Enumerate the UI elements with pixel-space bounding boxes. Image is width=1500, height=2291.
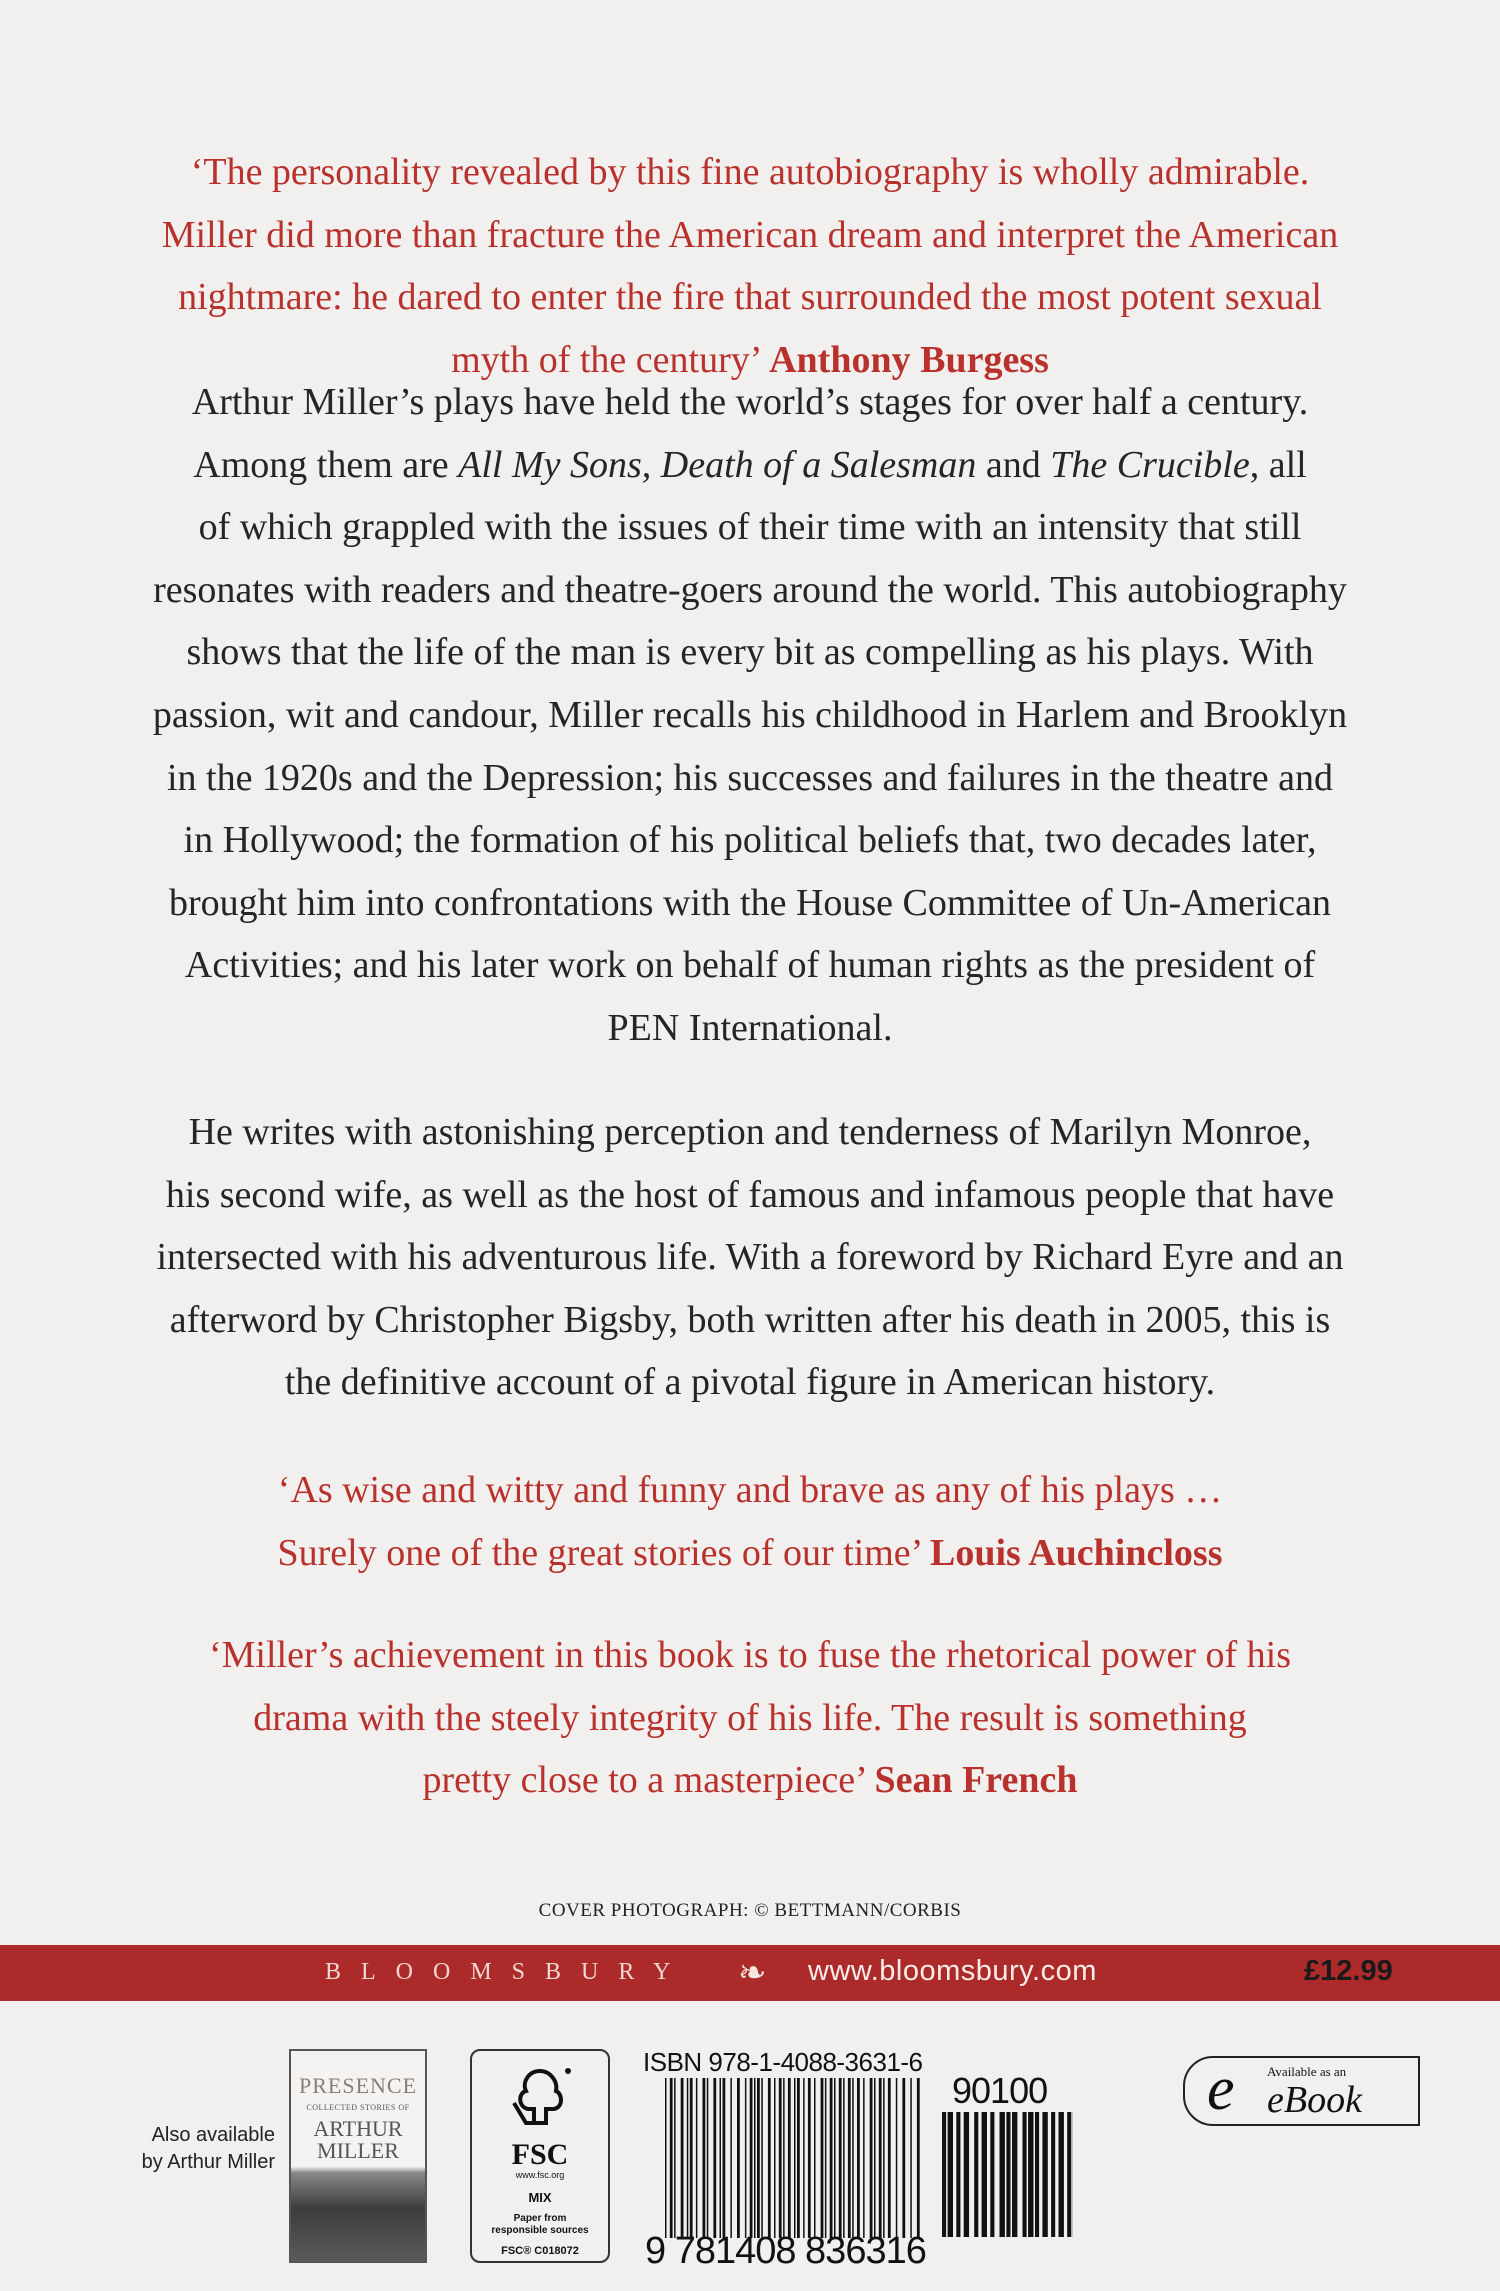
price: £12.99 bbox=[1304, 1955, 1393, 1987]
fsc-site: www.fsc.org bbox=[515, 2170, 565, 2180]
text-segment: and bbox=[976, 443, 1051, 486]
quote-french bbox=[60, 1624, 1440, 1812]
barcode-bar bbox=[670, 2078, 673, 2238]
text-segment: Among them are bbox=[193, 443, 459, 486]
barcode-bar bbox=[737, 2078, 740, 2238]
text-line bbox=[60, 997, 1440, 1060]
barcode-bar bbox=[723, 2078, 726, 2238]
text-line bbox=[60, 1459, 1440, 1522]
barcode-bar bbox=[707, 2078, 709, 2238]
quote-auchincloss bbox=[60, 1459, 1440, 1584]
barcode-bar bbox=[803, 2078, 805, 2238]
text-segment: Activities; and his later work on behalf of human rights as the president of bbox=[184, 944, 1316, 987]
barcode-bar bbox=[964, 2112, 969, 2237]
barcode-bar bbox=[814, 2078, 816, 2238]
barcode-digits: 9 781408 836316 bbox=[645, 2230, 926, 2272]
barcode-bar bbox=[674, 2078, 676, 2238]
book-title: PRESENCE bbox=[298, 2073, 418, 2098]
description-paragraph-1 bbox=[60, 371, 1440, 1060]
text-segment: , all bbox=[1249, 443, 1307, 486]
text-line bbox=[60, 934, 1440, 997]
quote-attribution: Sean French bbox=[874, 1759, 1078, 1802]
publisher-name: BLOOMSBURY bbox=[325, 1959, 691, 1985]
ebook-label: eBook bbox=[1267, 2079, 1362, 2121]
ebook-e-icon: e bbox=[1207, 2055, 1235, 2123]
text-line bbox=[60, 141, 1440, 204]
text-segment: brought him into confrontations with the House Committee of Un-American bbox=[169, 881, 1331, 924]
text-line bbox=[60, 204, 1440, 267]
barcode-bar bbox=[879, 2078, 882, 2238]
barcode-bar bbox=[720, 2078, 722, 2238]
barcode-bar bbox=[942, 2112, 946, 2237]
barcode-bar bbox=[745, 2078, 747, 2238]
text-line bbox=[60, 496, 1440, 559]
barcode-bar bbox=[768, 2078, 771, 2238]
book-subtitle: COLLECTED STORIES OF bbox=[306, 2103, 410, 2112]
fsc-name: FSC bbox=[511, 2138, 569, 2171]
barcode-bar bbox=[774, 2078, 776, 2238]
barcode-bar bbox=[1051, 2112, 1055, 2237]
ebook-badge bbox=[1183, 2056, 1420, 2126]
publisher-band bbox=[0, 1945, 1500, 2001]
barcode-bar bbox=[750, 2078, 753, 2238]
barcode-bar bbox=[948, 2112, 953, 2237]
fsc-code: FSC® C018072 bbox=[501, 2245, 579, 2257]
barcode-bar bbox=[687, 2078, 689, 2238]
text-segment: of which grappled with the issues of their time with an intensity that still bbox=[198, 506, 1302, 549]
text-line bbox=[60, 371, 1440, 434]
text-line bbox=[60, 1687, 1440, 1750]
text-line bbox=[60, 1351, 1440, 1414]
text-line bbox=[60, 1624, 1440, 1687]
text-line bbox=[60, 1101, 1440, 1164]
fsc-source-2: responsible sources bbox=[491, 2225, 589, 2236]
barcode-bar bbox=[665, 2078, 667, 2238]
barcode-bar bbox=[839, 2078, 842, 2238]
text-segment: Surely one of the great stories of our time’ bbox=[277, 1531, 930, 1574]
text-segment: ‘As wise and witty and funny and brave as any of his plays … bbox=[277, 1469, 1223, 1511]
barcode-bar bbox=[696, 2078, 698, 2238]
also-available-label bbox=[100, 2122, 275, 2176]
fsc-logo bbox=[470, 2049, 610, 2263]
text-segment: shows that the life of the man is every bit as compelling as his plays. With bbox=[186, 631, 1314, 674]
barcode-bar bbox=[690, 2078, 693, 2238]
text-segment: pretty close to a masterpiece’ bbox=[422, 1759, 875, 1802]
barcode-bar bbox=[917, 2078, 920, 2238]
cover-photo-credit: COVER PHOTOGRAPH: © BETTMANN/CORBIS bbox=[538, 1900, 962, 1921]
text-line bbox=[60, 1289, 1440, 1352]
text-segment: in the 1920s and the Depression; his successes and failures in the theatre and bbox=[166, 756, 1334, 799]
barcode-bar bbox=[703, 2078, 706, 2238]
text-segment: PEN International. bbox=[607, 1006, 893, 1049]
fsc-source-1: Paper from bbox=[513, 2213, 567, 2224]
barcode-bar bbox=[794, 2078, 796, 2238]
italic-title: All My Sons, Death of a Salesman bbox=[458, 443, 977, 486]
barcode-bar bbox=[779, 2078, 782, 2238]
fsc-tree-icon bbox=[500, 2063, 580, 2135]
barcode-bar bbox=[870, 2078, 873, 2238]
text-segment: Arthur Miller’s plays have held the world’s stages for over half a century. bbox=[191, 381, 1309, 423]
text-line bbox=[60, 434, 1440, 497]
text-line bbox=[60, 1749, 1440, 1812]
presence-book-thumbnail bbox=[289, 2049, 427, 2263]
barcode-bar bbox=[848, 2078, 851, 2238]
barcode-bar bbox=[830, 2078, 833, 2238]
barcode-bar bbox=[1006, 2112, 1010, 2237]
book-author-1: ARTHUR bbox=[313, 2116, 403, 2141]
barcode-bar bbox=[730, 2078, 732, 2238]
italic-title: The Crucible bbox=[1050, 443, 1250, 486]
text-segment: his second wife, as well as the host of famous and infamous people that have bbox=[165, 1173, 1335, 1216]
barcode-bar bbox=[757, 2078, 760, 2238]
text-line bbox=[60, 559, 1440, 622]
text-segment: intersected with his adventurous life. With a foreword by Richard Eyre and an bbox=[156, 1236, 1344, 1279]
addon-barcode bbox=[942, 2112, 1073, 2237]
barcode-bar bbox=[883, 2078, 885, 2238]
text-segment: myth of the century’ bbox=[451, 338, 770, 381]
text-segment: afterword by Christopher Bigsby, both written after his death in 2005, this is bbox=[169, 1298, 1331, 1341]
isbn-text: ISBN 978-1-4088-3631-6 bbox=[643, 2047, 923, 2077]
also-available-line-2: by Arthur Miller bbox=[141, 2151, 275, 2173]
barcode-bar bbox=[797, 2078, 800, 2238]
barcode-bar bbox=[990, 2112, 994, 2237]
barcode-bar bbox=[1028, 2112, 1033, 2237]
barcode-bar bbox=[1000, 2112, 1005, 2237]
barcode-bar bbox=[857, 2078, 860, 2238]
text-segment: passion, wit and candour, Miller recalls his childhood in Harlem and Brooklyn bbox=[152, 693, 1348, 736]
barcode-bar bbox=[863, 2078, 865, 2238]
barcode-bar bbox=[1023, 2112, 1027, 2237]
barcode-bar bbox=[783, 2078, 785, 2238]
text-segment: in Hollywood; the formation of his political beliefs that, two decades later, bbox=[183, 819, 1317, 862]
barcode-bar bbox=[821, 2078, 824, 2238]
barcode-bar bbox=[1067, 2112, 1071, 2237]
barcode-bar bbox=[808, 2078, 811, 2238]
barcode-bar bbox=[852, 2078, 854, 2238]
text-segment: ‘The personality revealed by this fine autobiography is wholly admirable. bbox=[190, 151, 1310, 193]
barcode-bar bbox=[825, 2078, 827, 2238]
text-segment: ‘Miller’s achievement in this book is to fuse the rhetorical power of his bbox=[208, 1634, 1292, 1676]
text-line bbox=[60, 809, 1440, 872]
barcode-bar bbox=[713, 2078, 716, 2238]
ebook-available-text: Available as an bbox=[1267, 2064, 1347, 2079]
barcode-bar bbox=[1059, 2112, 1064, 2237]
book-author-2: MILLER bbox=[317, 2138, 399, 2163]
description-paragraph-2 bbox=[60, 1101, 1440, 1414]
text-segment: the definitive account of a pivotal figure in American history. bbox=[284, 1361, 1216, 1404]
barcode-bar bbox=[888, 2078, 891, 2238]
text-line bbox=[60, 872, 1440, 935]
text-segment: Miller did more than fracture the American dream and interpret the American bbox=[161, 213, 1339, 256]
barcode-bar bbox=[956, 2112, 960, 2237]
barcode-bar bbox=[982, 2112, 987, 2237]
text-line bbox=[60, 1226, 1440, 1289]
barcode-bar bbox=[1012, 2112, 1017, 2237]
fsc-mix: MIX bbox=[528, 2190, 552, 2205]
barcode-bar bbox=[754, 2078, 756, 2238]
text-line bbox=[60, 1164, 1440, 1227]
bloomsbury-logo-icon: ❧ bbox=[738, 1955, 767, 1992]
barcode-bar bbox=[1035, 2112, 1039, 2237]
text-segment: drama with the steely integrity of his life. The result is something bbox=[253, 1696, 1247, 1739]
barcode-bar bbox=[896, 2078, 898, 2238]
text-segment: nightmare: he dared to enter the fire that surrounded the most potent sexual bbox=[178, 276, 1322, 319]
barcode-bar bbox=[902, 2078, 905, 2238]
ean-barcode bbox=[665, 2078, 925, 2238]
barcode-bar bbox=[834, 2078, 836, 2238]
text-line bbox=[60, 684, 1440, 747]
text-line bbox=[60, 266, 1440, 329]
text-line bbox=[60, 747, 1440, 810]
barcode-bar bbox=[681, 2078, 684, 2238]
addon-digits: 90100 bbox=[952, 2070, 1048, 2111]
barcode-bar bbox=[974, 2112, 978, 2237]
text-line bbox=[60, 1522, 1440, 1585]
quote-attribution: Anthony Burgess bbox=[769, 338, 1049, 381]
barcode-bar bbox=[1042, 2112, 1047, 2237]
text-segment: resonates with readers and theatre-goers around the world. This autobiography bbox=[153, 568, 1347, 611]
barcode-bar bbox=[761, 2078, 763, 2238]
text-segment: He writes with astonishing perception and tenderness of Marilyn Monroe, bbox=[188, 1111, 1312, 1153]
barcode-bar bbox=[788, 2078, 791, 2238]
quote-attribution: Louis Auchincloss bbox=[930, 1531, 1223, 1574]
barcode-bar bbox=[843, 2078, 845, 2238]
text-line bbox=[60, 621, 1440, 684]
barcode-bar bbox=[910, 2078, 912, 2238]
barcode-bar bbox=[874, 2078, 876, 2238]
publisher-url[interactable]: www.bloomsbury.com bbox=[808, 1955, 1097, 1987]
quote-burgess bbox=[60, 141, 1440, 391]
also-available-line-1: Also available bbox=[151, 2124, 275, 2146]
